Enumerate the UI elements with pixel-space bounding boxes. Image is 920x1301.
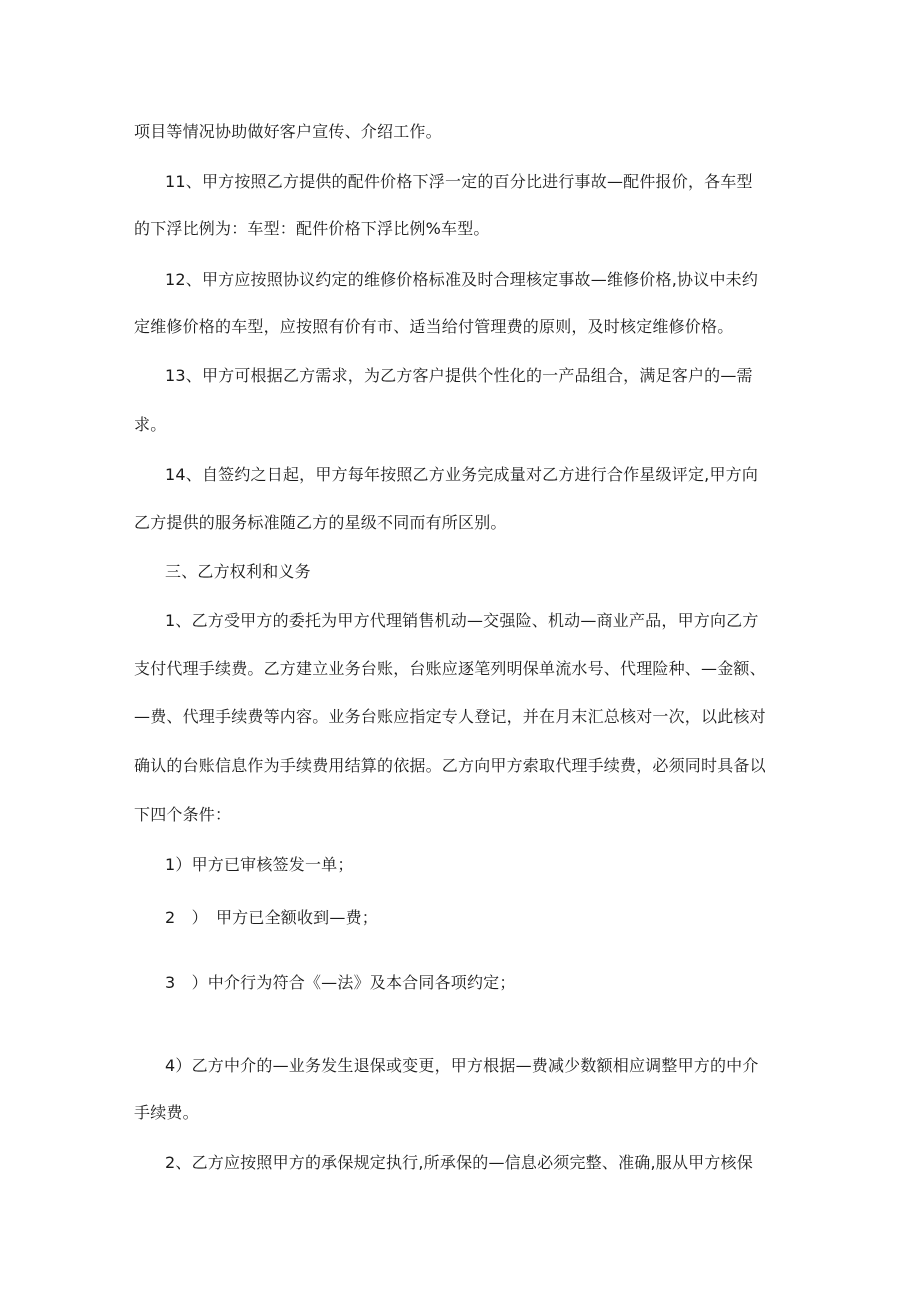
section-heading: 三、乙方权利和义务 [165, 562, 311, 581]
text-line: —费、代理手续费等内容。业务台账应指定专人登记，并在月末汇总核对一次，以此核对 [134, 707, 766, 726]
text-line: 下四个条件： [134, 805, 232, 824]
list-item: 2 ） 甲方已全额收到—费； [165, 908, 378, 927]
text-line: 乙方提供的服务标准随乙方的星级不同而有所区别。 [134, 513, 507, 532]
list-item: 3 ）中介行为符合《—法》及本合同各项约定； [165, 973, 516, 992]
text-line: 13、甲方可根据乙方需求，为乙方客户提供个性化的一产品组合，满足客户的—需 [165, 366, 753, 385]
list-item: 4）乙方中介的—业务发生退保或变更，甲方根据—费减少数额相应调整甲方的中介 [165, 1056, 759, 1075]
text-line: 支付代理手续费。乙方建立业务台账，台账应逐笔列明保单流水号、代理险种、—金额、 [134, 659, 766, 678]
text-line: 1、乙方受甲方的委托为甲方代理销售机动—交强险、机动—商业产品，甲方向乙方 [165, 611, 759, 630]
text-line: 的下浮比例为：车型：配件价格下浮比例%车型。 [134, 219, 490, 238]
text-line: 11、甲方按照乙方提供的配件价格下浮一定的百分比进行事故—配件报价，各车型 [165, 172, 753, 191]
list-item: 1）甲方已审核签发一单； [165, 855, 354, 874]
text-line: 项目等情况协助做好客户宣传、介绍工作。 [134, 122, 442, 141]
text-line: 求。 [134, 415, 167, 434]
text-line: 定维修价格的车型，应按照有价有市、适当给付管理费的原则，及时核定维修价格。 [134, 317, 734, 336]
text-line: 14、自签约之日起，甲方每年按照乙方业务完成量对乙方进行合作星级评定,甲方向 [165, 465, 759, 484]
text-line: 手续费。 [134, 1103, 199, 1122]
text-line: 确认的台账信息作为手续费用结算的依据。乙方向甲方索取代理手续费，必须同时具备以 [134, 756, 766, 775]
text-line: 12、甲方应按照协议约定的维修价格标准及时合理核定事故—维修价格,协议中未约 [165, 270, 759, 289]
text-line: 2、乙方应按照甲方的承保规定执行,所承保的—信息必须完整、准确,服从甲方核保 [165, 1153, 753, 1172]
